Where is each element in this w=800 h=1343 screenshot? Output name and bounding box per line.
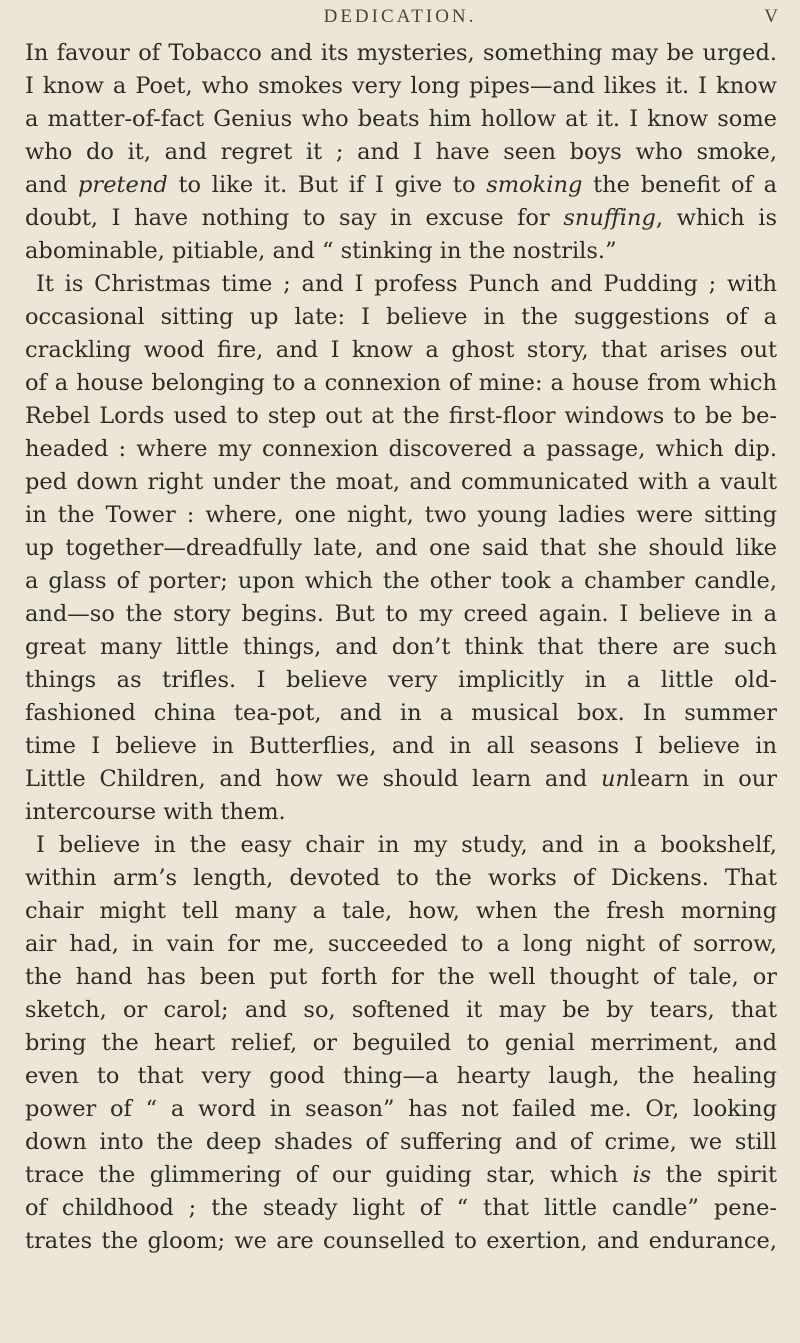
text-line: things as trifles. I believe very implicitly in a little old- [25,667,777,693]
text-segment: to like it. But if I give to [167,172,487,198]
italic-word: un [600,766,630,792]
text-line: trates the gloom; we are counselled to exertion, and endurance, [25,1228,777,1254]
text-line: time I believe in Butterflies, and in all seasons I believe in [25,733,777,759]
text-segment: Little Children, and how we should learn and [25,766,601,792]
text-segment: and [25,172,79,198]
italic-word: is [632,1162,652,1188]
text-line: even to that very good thing—a hearty laugh, the healing [25,1063,777,1089]
text-line: bring the heart relief, or beguiled to genial merriment, and [25,1030,777,1056]
paragraph-start-line: It is Christmas time ; and I profess Punch and Pudding ; with [36,271,777,297]
text-segment: the benefit of a [582,172,777,198]
paragraph-start-line: I believe in the easy chair in my study, and in a bookshelf, [36,832,777,858]
text-line: power of “ a word in season” has not failed me. Or, looking [25,1096,777,1122]
text-line: of a house belonging to a connexion of mine: a house from which [25,370,777,396]
text-line: up together—dreadfully late, and one said that she should like [25,535,777,561]
text-line: of childhood ; the steady light of “ that little candle” pene- [25,1195,777,1221]
text-line: a matter-of-fact Genius who beats him hollow at it. I know some [25,106,777,132]
text-line: fashioned china tea-pot, and in a musical box. In summer [25,700,777,726]
text-line [25,169,777,202]
text-line: abominable, pitiable, and “ stinking in the nostrils.” [25,238,617,264]
text-line: within arm’s length, devoted to the works of Dickens. That [25,865,777,891]
body-text [25,37,777,1258]
text-segment: , which is [655,205,777,231]
italic-word: smoking [486,172,583,198]
text-line: chair might tell many a tale, how, when the fresh morning [25,898,777,924]
text-line [25,202,777,235]
text-line: sketch, or carol; and so, softened it may be by tears, that [25,997,777,1023]
text-segment: learn in our [629,766,777,792]
text-line: intercourse with them. [25,799,286,825]
text-segment: doubt, I have nothing to say in excuse for [25,205,564,231]
text-line: a glass of porter; upon which the other took a chamber candle, [25,568,777,594]
text-line: in the Tower : where, one night, two young ladies were sitting [25,502,777,528]
running-head [0,2,800,32]
text-line: great many little things, and don’t think that there are such [25,634,777,660]
text-line: ped down right under the moat, and communicated with a vault [25,469,777,495]
text-line: Rebel Lords used to step out at the first-floor windows to be be- [25,403,777,429]
text-line: crackling wood fire, and I know a ghost story, that arises out [25,337,777,363]
text-line: and—so the story begins. But to my creed again. I believe in a [25,601,777,627]
page-header-title: DEDICATION. [323,6,477,27]
text-line [25,763,777,796]
text-line: occasional sitting up late: I believe in the suggestions of a [25,304,777,330]
text-line: headed : where my connexion discovered a passage, which dip. [25,436,777,462]
text-segment: the spirit [651,1162,777,1188]
italic-word: pretend [78,172,168,198]
text-line: the hand has been put forth for the well thought of tale, or [25,964,777,990]
text-line [25,1159,777,1192]
text-line: I know a Poet, who smokes very long pipes—and likes it. I know [25,73,777,99]
text-line: air had, in vain for me, succeeded to a long night of sorrow, [25,931,777,957]
text-segment: trace the glimmering of our guiding star, which [25,1162,633,1188]
text-line: In favour of Tobacco and its mysteries, something may be urged. [25,40,777,66]
text-line: down into the deep shades of suffering and of crime, we still [25,1129,777,1155]
text-line: who do it, and regret it ; and I have seen boys who smoke, [25,139,777,165]
italic-word: snuffing [563,205,656,231]
page-number: V [764,6,778,27]
